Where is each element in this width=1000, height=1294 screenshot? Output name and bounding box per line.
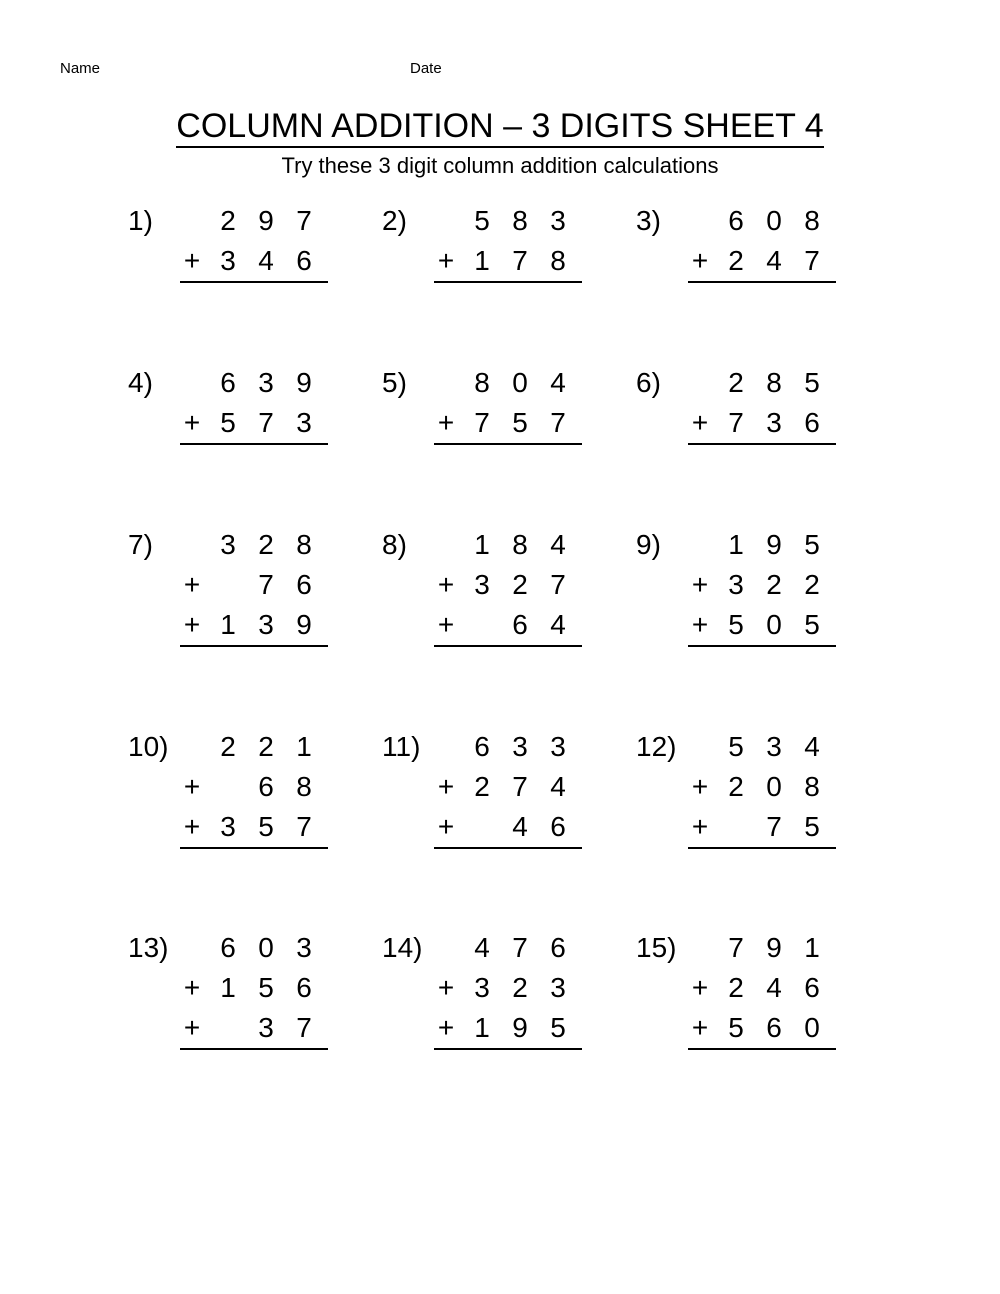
addend-row bbox=[430, 565, 566, 605]
digit: 6 bbox=[804, 407, 820, 438]
digit: 5 bbox=[804, 529, 820, 560]
worksheet-title-container bbox=[0, 106, 1000, 148]
digit: 9 bbox=[296, 367, 312, 398]
answer-line bbox=[180, 1048, 328, 1050]
plus-sign: + bbox=[183, 1012, 201, 1043]
plus-sign: + bbox=[437, 1012, 455, 1043]
addend-row bbox=[176, 807, 312, 847]
digit: 1 bbox=[296, 731, 312, 762]
digit: 3 bbox=[550, 972, 566, 1003]
digit: 2 bbox=[512, 569, 528, 600]
digit: 0 bbox=[512, 367, 528, 398]
digit: 9 bbox=[766, 932, 782, 963]
plus-sign: + bbox=[183, 972, 201, 1003]
digit: 5 bbox=[804, 609, 820, 640]
digit: 1 bbox=[474, 529, 490, 560]
digit: 1 bbox=[804, 932, 820, 963]
plus-sign: + bbox=[691, 609, 709, 640]
digit: 7 bbox=[296, 1012, 312, 1043]
addend-row bbox=[430, 968, 566, 1008]
problem-8 bbox=[382, 525, 612, 675]
answer-line bbox=[434, 281, 582, 283]
digit: 9 bbox=[512, 1012, 528, 1043]
digit: 6 bbox=[766, 1012, 782, 1043]
addend-row bbox=[176, 403, 312, 443]
addend-row bbox=[684, 605, 820, 645]
plus-sign: + bbox=[691, 1012, 709, 1043]
problem-number: 14) bbox=[382, 932, 423, 963]
plus-sign: + bbox=[437, 972, 455, 1003]
addend-row bbox=[176, 968, 312, 1008]
digit: 8 bbox=[512, 529, 528, 560]
addend-row bbox=[684, 403, 820, 443]
digit: 7 bbox=[512, 245, 528, 276]
plus-sign: + bbox=[437, 407, 455, 438]
digit: 5 bbox=[258, 811, 274, 842]
digit: 2 bbox=[766, 569, 782, 600]
digit: 2 bbox=[728, 367, 744, 398]
digit: 6 bbox=[728, 205, 744, 236]
plus-sign: + bbox=[691, 245, 709, 276]
digit: 3 bbox=[220, 245, 236, 276]
digit: 5 bbox=[804, 811, 820, 842]
answer-line bbox=[688, 281, 836, 283]
worksheet-title: COLUMN ADDITION – 3 DIGITS SHEET 4 bbox=[176, 107, 823, 148]
answer-line bbox=[688, 847, 836, 849]
plus-sign: + bbox=[183, 569, 201, 600]
digit: 1 bbox=[474, 245, 490, 276]
digit: 3 bbox=[258, 1012, 274, 1043]
addend-row bbox=[430, 201, 566, 241]
addend-row bbox=[176, 565, 312, 605]
addend-row bbox=[176, 525, 312, 565]
plus-sign: + bbox=[183, 811, 201, 842]
answer-line bbox=[434, 847, 582, 849]
digit: 7 bbox=[258, 569, 274, 600]
plus-sign: + bbox=[437, 569, 455, 600]
digit: 3 bbox=[550, 205, 566, 236]
digit: 3 bbox=[296, 932, 312, 963]
name-label: Name bbox=[60, 60, 101, 77]
problem-number: 11) bbox=[382, 731, 421, 762]
digit: 7 bbox=[550, 407, 566, 438]
digit: 4 bbox=[766, 972, 782, 1003]
digit: 4 bbox=[550, 529, 566, 560]
problem-12 bbox=[636, 727, 866, 877]
addend-row bbox=[684, 807, 820, 847]
digit: 5 bbox=[728, 731, 744, 762]
problem-number: 4) bbox=[128, 367, 153, 398]
problem-11 bbox=[382, 727, 612, 877]
addend-row bbox=[684, 968, 820, 1008]
digit: 4 bbox=[474, 932, 490, 963]
digit: 8 bbox=[766, 367, 782, 398]
digit: 3 bbox=[550, 731, 566, 762]
answer-line bbox=[688, 645, 836, 647]
problem-10 bbox=[128, 727, 358, 877]
digit: 2 bbox=[258, 731, 274, 762]
problem-13 bbox=[128, 928, 358, 1078]
addend-row bbox=[176, 928, 312, 968]
problem-2 bbox=[382, 201, 612, 351]
answer-line bbox=[180, 847, 328, 849]
answer-line bbox=[180, 645, 328, 647]
digit: 6 bbox=[258, 771, 274, 802]
addend-row bbox=[684, 565, 820, 605]
addend-row bbox=[430, 605, 566, 645]
digit: 7 bbox=[804, 245, 820, 276]
digit: 7 bbox=[258, 407, 274, 438]
digit: 3 bbox=[512, 731, 528, 762]
digit: 7 bbox=[296, 811, 312, 842]
problem-number: 6) bbox=[636, 367, 661, 398]
problem-7 bbox=[128, 525, 358, 675]
digit: 6 bbox=[550, 811, 566, 842]
digit: 4 bbox=[550, 771, 566, 802]
digit: 9 bbox=[296, 609, 312, 640]
digit: 8 bbox=[804, 205, 820, 236]
digit: 4 bbox=[550, 609, 566, 640]
digit: 7 bbox=[512, 932, 528, 963]
addend-row bbox=[176, 727, 312, 767]
addend-row bbox=[430, 807, 566, 847]
digit: 3 bbox=[296, 407, 312, 438]
plus-sign: + bbox=[691, 771, 709, 802]
digit: 5 bbox=[220, 407, 236, 438]
problem-15 bbox=[636, 928, 866, 1078]
addend-row bbox=[430, 727, 566, 767]
digit: 8 bbox=[296, 771, 312, 802]
digit: 2 bbox=[512, 972, 528, 1003]
digit: 0 bbox=[766, 205, 782, 236]
digit: 3 bbox=[728, 569, 744, 600]
addend-row bbox=[430, 403, 566, 443]
digit: 5 bbox=[258, 972, 274, 1003]
problem-number: 1) bbox=[128, 205, 153, 236]
digit: 2 bbox=[728, 245, 744, 276]
digit: 3 bbox=[474, 569, 490, 600]
digit: 6 bbox=[512, 609, 528, 640]
digit: 7 bbox=[728, 932, 744, 963]
digit: 3 bbox=[474, 972, 490, 1003]
digit: 7 bbox=[474, 407, 490, 438]
digit: 6 bbox=[296, 245, 312, 276]
digit: 2 bbox=[220, 731, 236, 762]
problem-1 bbox=[128, 201, 358, 351]
addend-row bbox=[176, 605, 312, 645]
addend-row bbox=[430, 928, 566, 968]
problem-number: 12) bbox=[636, 731, 677, 762]
addend-row bbox=[684, 363, 820, 403]
digit: 9 bbox=[258, 205, 274, 236]
problem-number: 15) bbox=[636, 932, 677, 963]
addend-row bbox=[684, 1008, 820, 1048]
plus-sign: + bbox=[437, 811, 455, 842]
digit: 6 bbox=[220, 932, 236, 963]
problem-number: 3) bbox=[636, 205, 661, 236]
addend-row bbox=[430, 1008, 566, 1048]
digit: 3 bbox=[258, 367, 274, 398]
digit: 3 bbox=[766, 407, 782, 438]
problem-14 bbox=[382, 928, 612, 1078]
digit: 0 bbox=[804, 1012, 820, 1043]
problem-6 bbox=[636, 363, 866, 513]
plus-sign: + bbox=[691, 407, 709, 438]
addend-row bbox=[176, 767, 312, 807]
digit: 5 bbox=[728, 1012, 744, 1043]
digit: 4 bbox=[550, 367, 566, 398]
digit: 8 bbox=[804, 771, 820, 802]
digit: 1 bbox=[728, 529, 744, 560]
digit: 9 bbox=[766, 529, 782, 560]
addend-row bbox=[684, 727, 820, 767]
digit: 7 bbox=[766, 811, 782, 842]
digit: 5 bbox=[512, 407, 528, 438]
problem-number: 7) bbox=[128, 529, 153, 560]
digit: 7 bbox=[728, 407, 744, 438]
digit: 0 bbox=[766, 609, 782, 640]
digit: 3 bbox=[220, 529, 236, 560]
digit: 8 bbox=[512, 205, 528, 236]
plus-sign: + bbox=[437, 771, 455, 802]
digit: 3 bbox=[766, 731, 782, 762]
digit: 2 bbox=[220, 205, 236, 236]
digit: 0 bbox=[258, 932, 274, 963]
digit: 4 bbox=[804, 731, 820, 762]
digit: 8 bbox=[550, 245, 566, 276]
plus-sign: + bbox=[183, 407, 201, 438]
answer-line bbox=[180, 443, 328, 445]
addend-row bbox=[430, 525, 566, 565]
digit: 4 bbox=[512, 811, 528, 842]
digit: 7 bbox=[550, 569, 566, 600]
digit: 6 bbox=[220, 367, 236, 398]
digit: 1 bbox=[474, 1012, 490, 1043]
digit: 4 bbox=[258, 245, 274, 276]
digit: 2 bbox=[728, 972, 744, 1003]
plus-sign: + bbox=[183, 245, 201, 276]
digit: 2 bbox=[258, 529, 274, 560]
answer-line bbox=[688, 443, 836, 445]
digit: 7 bbox=[512, 771, 528, 802]
digit: 5 bbox=[728, 609, 744, 640]
problem-number: 13) bbox=[128, 932, 169, 963]
problem-number: 5) bbox=[382, 367, 407, 398]
answer-line bbox=[688, 1048, 836, 1050]
digit: 6 bbox=[550, 932, 566, 963]
digit: 5 bbox=[474, 205, 490, 236]
addend-row bbox=[684, 525, 820, 565]
digit: 6 bbox=[296, 972, 312, 1003]
plus-sign: + bbox=[691, 569, 709, 600]
problem-3 bbox=[636, 201, 866, 351]
digit: 3 bbox=[258, 609, 274, 640]
addend-row bbox=[684, 241, 820, 281]
problem-5 bbox=[382, 363, 612, 513]
problem-number: 2) bbox=[382, 205, 407, 236]
addend-row bbox=[684, 928, 820, 968]
plus-sign: + bbox=[183, 609, 201, 640]
digit: 0 bbox=[766, 771, 782, 802]
problem-number: 10) bbox=[128, 731, 169, 762]
digit: 1 bbox=[220, 609, 236, 640]
plus-sign: + bbox=[691, 811, 709, 842]
digit: 5 bbox=[804, 367, 820, 398]
digit: 4 bbox=[766, 245, 782, 276]
plus-sign: + bbox=[437, 609, 455, 640]
answer-line bbox=[434, 443, 582, 445]
answer-line bbox=[180, 281, 328, 283]
problem-number: 9) bbox=[636, 529, 661, 560]
answer-line bbox=[434, 1048, 582, 1050]
digit: 8 bbox=[296, 529, 312, 560]
digit: 5 bbox=[550, 1012, 566, 1043]
plus-sign: + bbox=[437, 245, 455, 276]
answer-line bbox=[434, 645, 582, 647]
addend-row bbox=[430, 241, 566, 281]
addend-row bbox=[176, 201, 312, 241]
digit: 2 bbox=[728, 771, 744, 802]
addend-row bbox=[176, 1008, 312, 1048]
digit: 7 bbox=[296, 205, 312, 236]
digit: 3 bbox=[220, 811, 236, 842]
problem-9 bbox=[636, 525, 866, 675]
addend-row bbox=[176, 363, 312, 403]
addend-row bbox=[430, 767, 566, 807]
digit: 8 bbox=[474, 367, 490, 398]
addend-row bbox=[684, 767, 820, 807]
digit: 2 bbox=[474, 771, 490, 802]
digit: 6 bbox=[804, 972, 820, 1003]
plus-sign: + bbox=[183, 771, 201, 802]
digit: 2 bbox=[804, 569, 820, 600]
worksheet-subtitle: Try these 3 digit column addition calculations bbox=[281, 153, 719, 178]
addend-row bbox=[430, 363, 566, 403]
problem-number: 8) bbox=[382, 529, 407, 560]
addend-row bbox=[684, 201, 820, 241]
problem-4 bbox=[128, 363, 358, 513]
digit: 6 bbox=[474, 731, 490, 762]
plus-sign: + bbox=[691, 972, 709, 1003]
date-label: Date bbox=[410, 60, 442, 77]
digit: 1 bbox=[220, 972, 236, 1003]
addend-row bbox=[176, 241, 312, 281]
digit: 6 bbox=[296, 569, 312, 600]
